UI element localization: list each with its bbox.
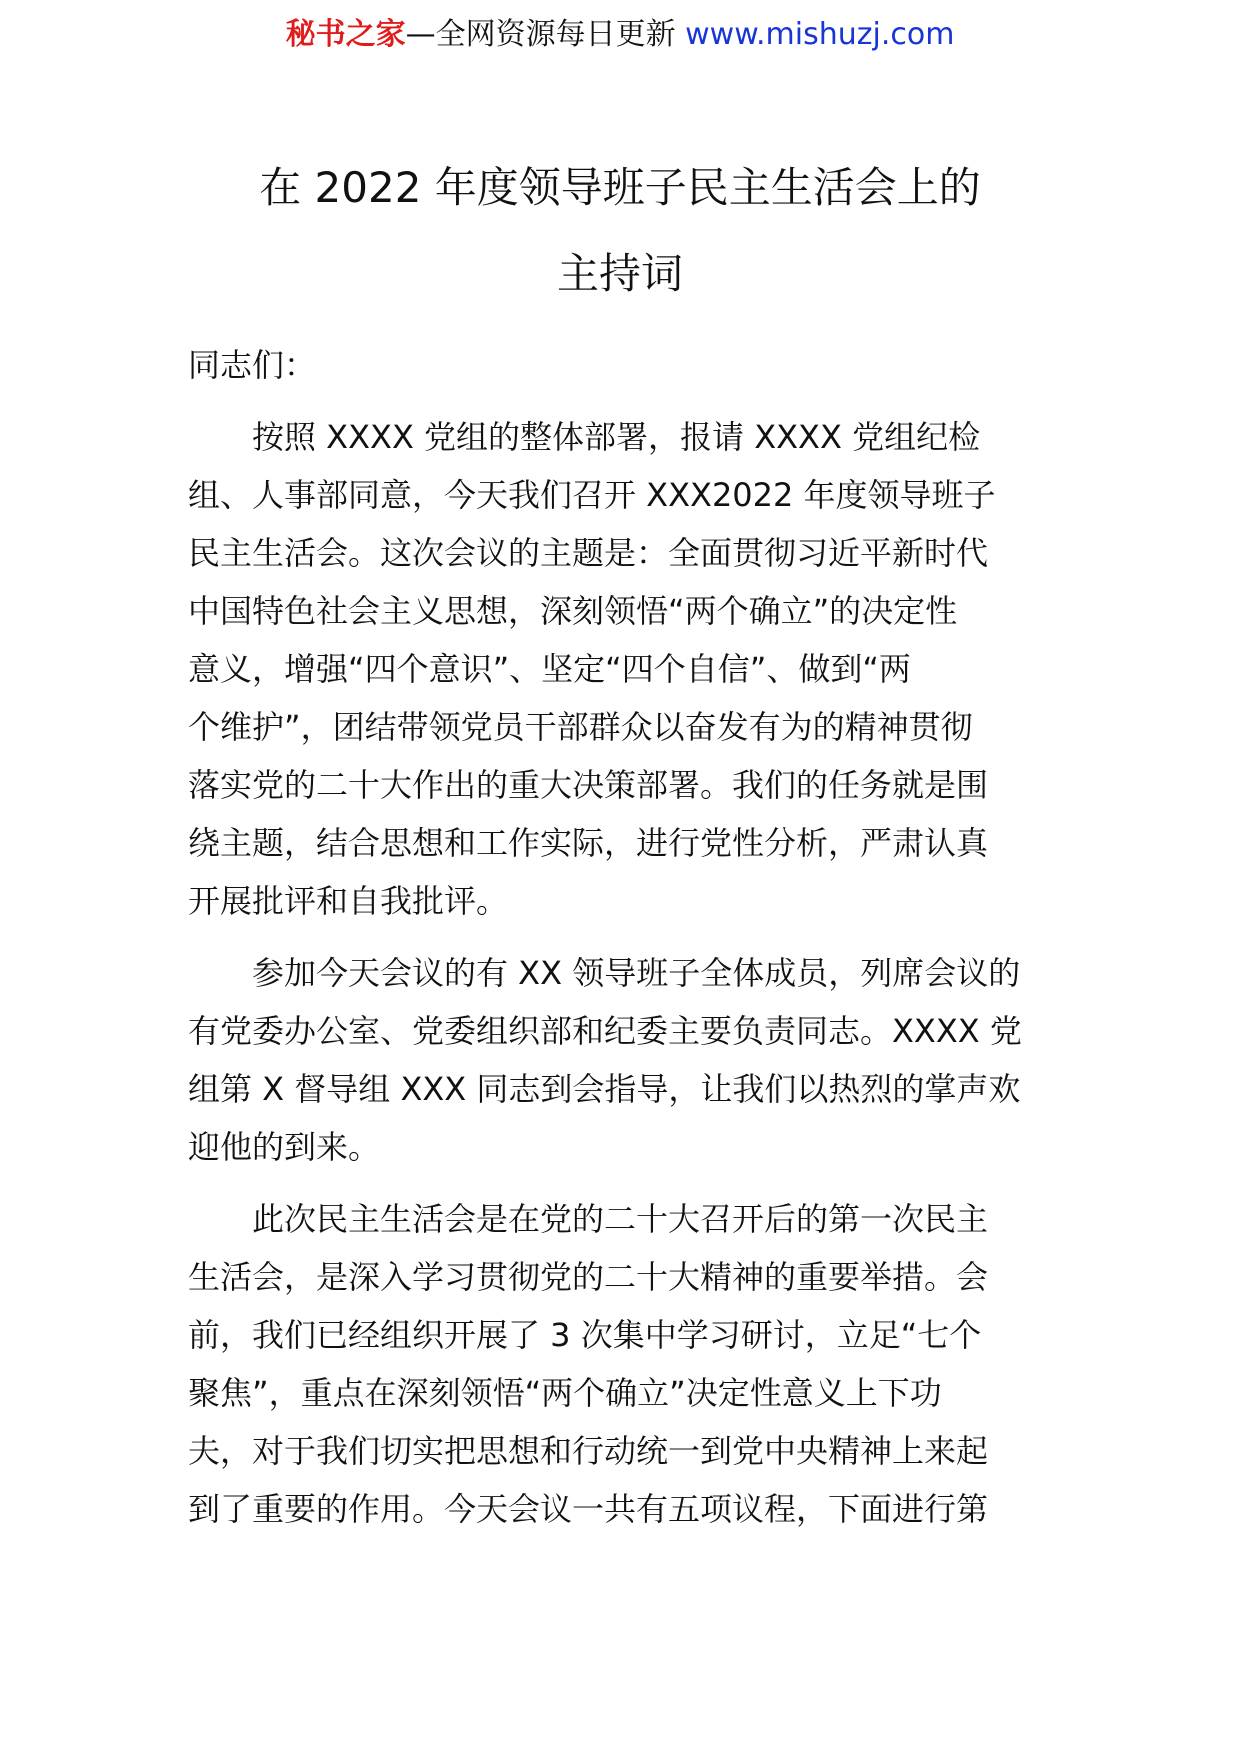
paragraph-line: 按照 XXXX 党组的整体部署，报请 XXXX 党组纪检 xyxy=(252,418,981,456)
site-url-link[interactable]: www.mishuzj.com xyxy=(685,17,955,52)
paragraph-line: 前，我们已经组织开展了 3 次集中学习研讨，立足“七个 xyxy=(188,1316,982,1354)
site-slogan: —全网资源每日更新 xyxy=(405,17,676,52)
paragraph-3 xyxy=(188,1190,1068,1538)
document-title-line-1: 在 2022 年度领导班子民主生活会上的 xyxy=(259,163,981,212)
site-brand: 秘书之家 xyxy=(285,17,406,52)
paragraph-2 xyxy=(188,944,1068,1176)
salutation: 同志们： xyxy=(188,346,317,384)
paragraph-line: 夫，对于我们切实把思想和行动统一到党中央精神上来起 xyxy=(188,1432,989,1470)
paragraph-line: 组第 X 督导组 XXX 同志到会指导，让我们以热烈的掌声欢 xyxy=(188,1070,1021,1108)
paragraph-1 xyxy=(188,408,1068,930)
paragraph-line: 绕主题，结合思想和工作实际，进行党性分析，严肃认真 xyxy=(188,824,989,862)
paragraph-line: 迎他的到来。 xyxy=(188,1128,381,1166)
paragraph-line: 个维护”，团结带领党员干部群众以奋发有为的精神贯彻 xyxy=(188,708,973,746)
site-header xyxy=(0,10,1240,60)
paragraph-line: 此次民主生活会是在党的二十大召开后的第一次民主 xyxy=(252,1200,989,1238)
paragraph-line: 生活会，是深入学习贯彻党的二十大精神的重要举措。会 xyxy=(188,1258,989,1296)
document-body xyxy=(188,336,1068,1552)
paragraph-line: 聚焦”，重点在深刻领悟“两个确立”决定性意义上下功 xyxy=(188,1374,942,1412)
paragraph-line: 中国特色社会主义思想，深刻领悟“两个确立”的决定性 xyxy=(188,592,958,630)
paragraph-line: 到了重要的作用。今天会议一共有五项议程，下面进行第 xyxy=(188,1490,989,1528)
paragraph-line: 落实党的二十大作出的重大决策部署。我们的任务就是围 xyxy=(188,766,989,804)
paragraph-line: 参加今天会议的有 XX 领导班子全体成员，列席会议的 xyxy=(252,954,1021,992)
paragraph-line: 组、人事部同意，今天我们召开 XXX2022 年度领导班子 xyxy=(188,476,996,514)
paragraph-line: 民主生活会。这次会议的主题是：全面贯彻习近平新时代 xyxy=(188,534,989,572)
document-title-line-2: 主持词 xyxy=(556,249,683,298)
paragraph-line: 意义，增强“四个意识”、坚定“四个自信”、做到“两 xyxy=(188,650,911,688)
paragraph-line: 开展批评和自我批评。 xyxy=(188,882,509,920)
paragraph-line: 有党委办公室、党委组织部和纪委主要负责同志。XXXX 党 xyxy=(188,1012,1022,1050)
